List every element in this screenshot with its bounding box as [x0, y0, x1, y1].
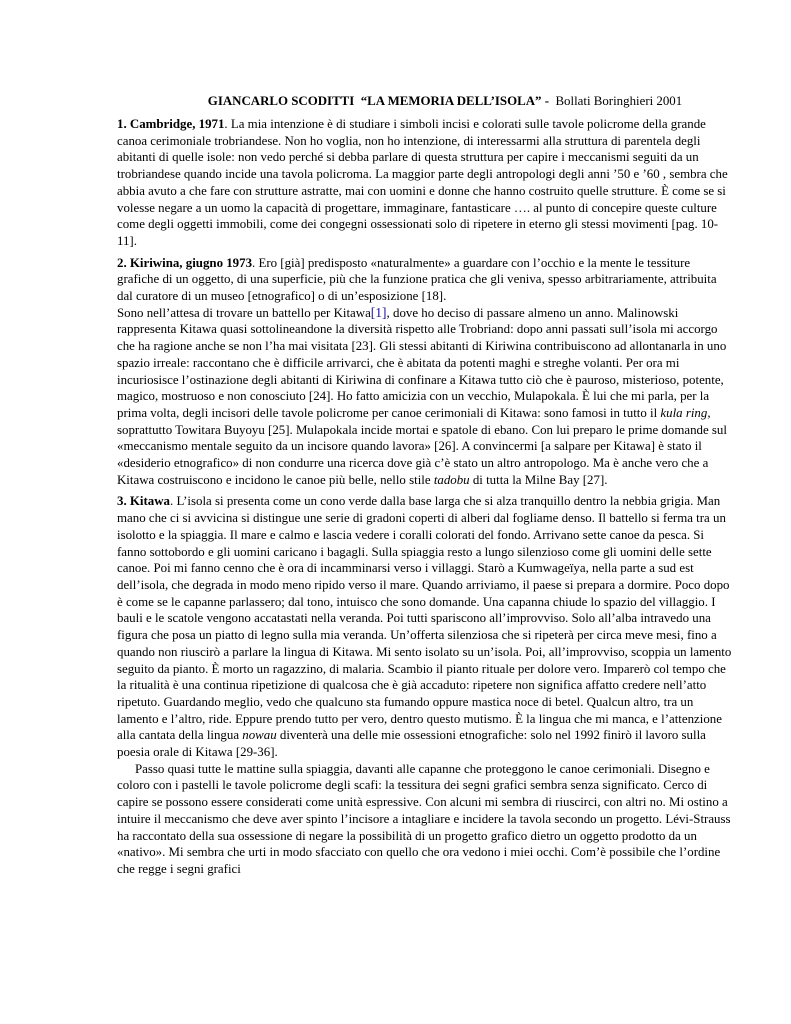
title-author: GIANCARLO SCODITTI [207, 94, 355, 108]
title-publisher: Bollati Boringhieri 2001 [555, 94, 683, 108]
section-3 [117, 493, 733, 877]
section-2-paragraph-1 [117, 255, 733, 305]
section-3-paragraph-1 [117, 493, 733, 760]
section-2-text-2c: , soprattutto Towitara Buyoyu [25]. Mulapokala incide mortai e spatole di ebano. Con lui preparo le prime domande sul «meccanismo mentale seguito da un incisore quando lavora» [26]. A convincermi [a salpare per Kitawa] è stato il «desiderio etnografico» di non condurre una ricerca dove già c’è stato un altro antropologo. Ma è anche vero che a Kitawa costruiscono e incidono le canoe più belle, nello stile [117, 405, 727, 487]
section-1-text: . La mia intenzione è di studiare i simboli incisi e colorati sulle tavole policrome della grande canoa cerimoniale trobriandese. Non ho voglia, non ho intenzione, di interessarmi alla struttura di parentela degli abitanti di quelle isole: non vedo perché si debba parlare di questa struttura per capire i meccanismi seguiti da un trobriandese quando incide una tavola policroma. La maggior parte degli antropologi degli anni ’50 e ’60 , sembra che abbia avuto a che fare con strutture astratte, mai con uomini e donne che hanno costruito quelle strutture. È come se si volesse negare a un uomo la capacità di progettare, immaginare, fantasticare …. al punto di concepire queste culture come degli oggetti immobili, come dei congegni ossessionati solo di ripetere in eterno gli stessi movimenti [pag. 10-11]. [117, 117, 728, 248]
section-1-heading: 1. Cambridge, 1971 [117, 117, 225, 131]
section-2-paragraph-2 [117, 305, 733, 489]
italic-kula-ring: kula ring [660, 405, 708, 420]
section-3-text-1a: . L’isola si presenta come un cono verde dalla base larga che si alza tranquillo dentro la nebbia grigia. Man mano che ci si avvicina si distingue une serie di gradoni coperti di alberi dal fogliame denso. Il battello si ferma tra un isolotto e la spiaggia. Il mare e calmo e lascia vedere i coralli colorati del fondo. Arrivano sette canoe da pesca. Si fanno sottobordo e gli uomini caricano i bagagli. Sulla spiaggia resto a lungo silenzioso come gli uomini delle sette canoe. Poi mi fanno cenno che è ora di incamminarsi verso i villaggi. Starò a Kumwageïya, nella parte a sud est dell’isola, che degrada in modo meno ripido verso il mare. Quando arriviamo, il paese si prepara a dormire. Poco dopo è come se le capanne parlassero; dal tono, intuisco che sono domande. Una capanna chiude lo spazio del villaggio. I bauli e le scatole vengono accatastati nella veranda. Poi tutti spariscono all’improvviso. Solo all’alba intravedo una figura che posa un piatto di legno sulla mia veranda. Un’offerta silenziosa che si ripeterà per circa meve mesi, fino a quando non riuscirò a parlare la lingua di Kitawa. Mi sento isolato su un’isola. Poi, all’improvviso, scoppia un lamento seguito da pianto. È morto un ragazzino, di malaria. Scambio il pianto rituale per dolore vero. Imparerò col tempo che la ritualità è una continua ripetizione di qualcosa che è già accaduto: ripetere non significa affatto credere nell’atto ripetuto. Guardando meglio, vedo che qualcuno sta fumando oppure mastica noce di betel. Qualcun altro, tra un lamento e l’altro, ride. Eppure prendo tutto per vero, dentro questo mutismo. È la lingua che mi manca, e l’attenzione alla cantata della lingua [117, 494, 732, 743]
section-2-text-2d: di tutta la Milne Bay [27]. [469, 472, 608, 487]
footnote-link[interactable]: [1] [370, 304, 387, 320]
document-title [117, 93, 733, 109]
section-2-heading: 2. Kiriwina, giugno 1973 [117, 255, 253, 270]
section-2-text-2b: , dove ho deciso di passare almeno un anno. Malinowski rappresenta Kitawa quasi sottolineandone la diversità rispetto alle Trobriand: dopo anni passati sull’isola mi accorgo che ha ragione anche se non l’ha mai visitata [23]. Gli stessi abitanti di Kiriwina contribuiscono ad allontanarla in uno spazio irreale: raccontano che è difficile arrivarci, che è abitata da potenti maghi e streghe volanti. Per ora mi incuriosisce l’ostinazione degli abitanti di Kiriwina di confinare a Kitawa tutto ciò che è pauroso, misterioso, potente, magico, mostruoso e non conosciuto [24]. Ho fatto amicizia con un vecchio, Mulapokala. È lui che mi parla, per la prima volta, degli incisori delle tavole policrome per canoe cerimoniali di Kitawa: sono famosi in tutto il [117, 305, 727, 420]
section-3-heading: 3. Kitawa [117, 494, 170, 509]
section-1 [117, 116, 733, 250]
section-1-paragraph [117, 116, 733, 250]
section-2-text-1: . Ero [già] predisposto «naturalmente» a guardare con l’occhio e la mente le tessiture grafiche di un oggetto, di una superficie, più che la funzione pratica che gli veniva, spesso arbitrariamente, attribuita dal curatore di un museo [etnografico] o di un’esposizione [18]. [117, 255, 717, 304]
section-2 [117, 255, 733, 489]
section-3-paragraph-2: Passo quasi tutte le mattine sulla spiaggia, davanti alle capanne che proteggono le canoe cerimoniali. Disegno e coloro con i pastelli le tavole policrome degli scafi: la tessitura dei segni grafici sembra senza significato. Cerco di capire se possono essere considerati come unità espressive. Con alcuni mi sembra di riuscirci, con altri no. Mi ostino a intuire il meccanismo che deve aver spinto l’incisore a intagliare e incidere la tavola secondo un progetto. Lévi-Strauss ha raccontato della sua ossessione di negare la possibilità di un progetto grafico dietro un oggetto prodotto da un «nativo». Mi sembra che urti in modo sfacciato con quello che ora vedono i miei occhi. Com’è possibile che l’ordine che regge i segni grafici [117, 761, 731, 876]
section-2-text-2a: Sono nell’attesa di trovare un battello per Kitawa [117, 305, 371, 320]
section-3-text-1b: diventerà una delle mie ossessioni etnografiche: solo nel 1992 finirò il lavoro sulla poesia orale di Kitawa [29-36]. [117, 728, 706, 760]
italic-tadobu: tadobu [433, 472, 470, 487]
title-book: “LA MEMORIA DELL’ISOLA” - [360, 94, 549, 108]
italic-nowau: nowau [242, 728, 277, 743]
